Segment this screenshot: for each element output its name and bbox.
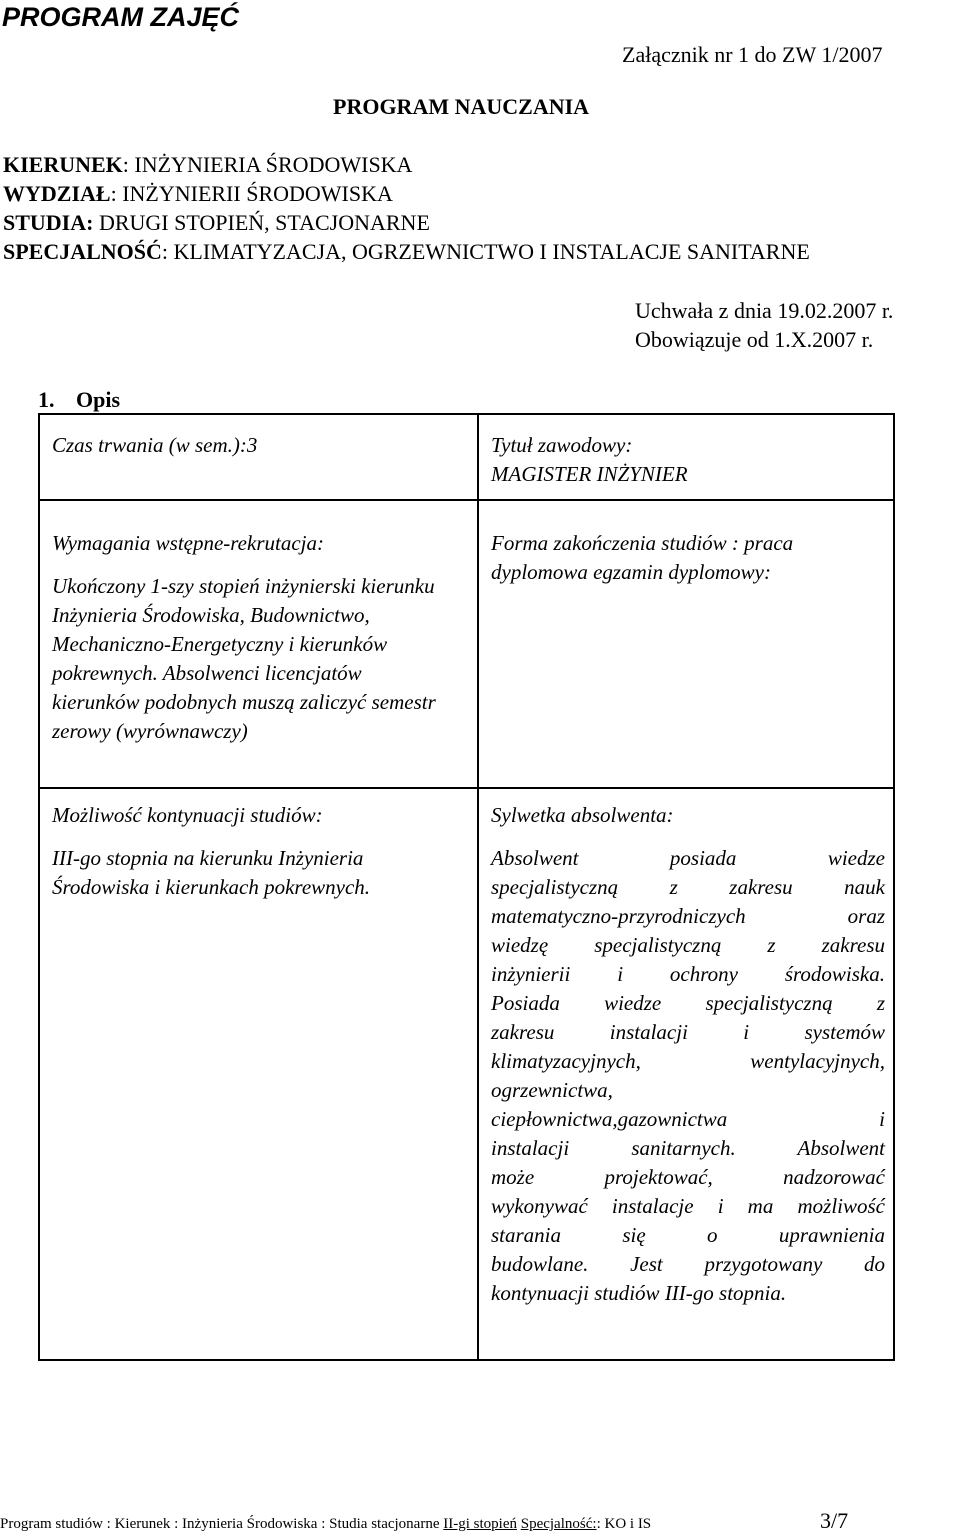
field-wydzial: WYDZIAŁ: INŻYNIERII ŚRODOWISKA [3,181,393,206]
page-number: 3/7 [820,1508,849,1533]
footer-level: II-gi stopień [443,1516,517,1532]
completion-cell: Forma zakończenia studiów : praca dyplomowa egzamin dyplomowy: [491,531,794,584]
description-table [38,413,895,1361]
profile-line: instalacji sanitarnych. Absolwent [491,1136,885,1160]
continuation-text: III-go stopnia na kierunku Inżynieria Środowiska i kierunkach pokrewnych. [52,846,371,899]
resolution-date: Uchwała z dnia 19.02.2007 r. [635,298,894,323]
profile-line: wykonywać instalacje i ma możliwość [491,1194,885,1218]
profile-line: matematyczno-przyrodniczych oraz [491,904,885,928]
table-divider-1 [40,499,893,501]
section-number: 1. [38,387,55,412]
title-cell [491,431,885,489]
field-specjalnosc: SPECJALNOŚĆ: KLIMATYZACJA, OGRZEWNICTWO I INSTALACJE SANITARNE [3,239,810,264]
profile-line: klimatyzacyjnych, wentylacyjnych, [491,1049,885,1073]
profile-line: specjalistyczną z zakresu nauk [491,875,885,899]
footer-spec: Specjalność: [520,1516,597,1532]
effective-date: Obowiązuje od 1.X.2007 r. [635,327,874,352]
page-footer: Program studiów : Kierunek : Inżynieria Środowiska : Studia stacjonarne II-gi stopień Specjalność:: KO i IS [0,1516,652,1532]
title-label: Tytuł zawodowy: [491,433,633,457]
duration-cell: Czas trwania (w sem.):3 [52,433,258,457]
section-heading [38,387,120,413]
table-divider-2 [40,787,893,789]
profile-line: wiedzę specjalistyczną z zakresu [491,933,885,957]
profile-line: inżynierii i ochrony środowiska. [491,962,885,986]
section-title: Opis [76,387,121,412]
title-value: MAGISTER INŻYNIER [491,462,688,486]
profile-line: zakresu instalacji i systemów [491,1020,885,1044]
profile-line: starania się o uprawnienia [491,1223,885,1247]
profile-line: ogrzewnictwa, [491,1078,613,1102]
profile-line: może projektować, nadzorować [491,1165,885,1189]
profile-line: Posiada wiedze specjalistyczną z [491,991,885,1015]
profile-line: budowlane. Jest przygotowany do [491,1252,885,1276]
continuation-cell [52,801,452,902]
page-title: PROGRAM ZAJĘĆ [2,2,240,32]
profile-line: kontynuacji studiów III-go stopnia. [491,1281,787,1305]
program-heading: PROGRAM NAUCZANIA [333,94,590,119]
profile-line: ciepłownictwa,gazownictwa i [491,1107,885,1131]
profile-label: Sylwetka absolwenta: [491,803,674,827]
requirements-text: Ukończony 1-szy stopień inżynierski kierunku Inżynieria Środowiska, Budownictwo, Mechaniczno-Energetyczny i kierunków pokrewnych. Absolwenci licencjatów kierunków podobnych muszą zaliczyć semestr zerowy (wyrównawczy) [52,574,436,743]
requirements-cell [52,529,452,746]
continuation-label: Możliwość kontynuacji studiów: [52,803,323,827]
field-kierunek: KIERUNEK: INŻYNIERIA ŚRODOWISKA [3,152,413,177]
requirements-label: Wymagania wstępne-rekrutacja: [52,531,324,555]
table-divider-vertical [477,415,479,1359]
profile-line: Absolwent posiada wiedze [491,846,885,870]
graduate-profile-cell [491,801,885,1308]
annex-note: Załącznik nr 1 do ZW 1/2007 [622,42,883,67]
field-studia: STUDIA: DRUGI STOPIEŃ, STACJONARNE [3,210,430,235]
profile-text [491,844,885,1308]
